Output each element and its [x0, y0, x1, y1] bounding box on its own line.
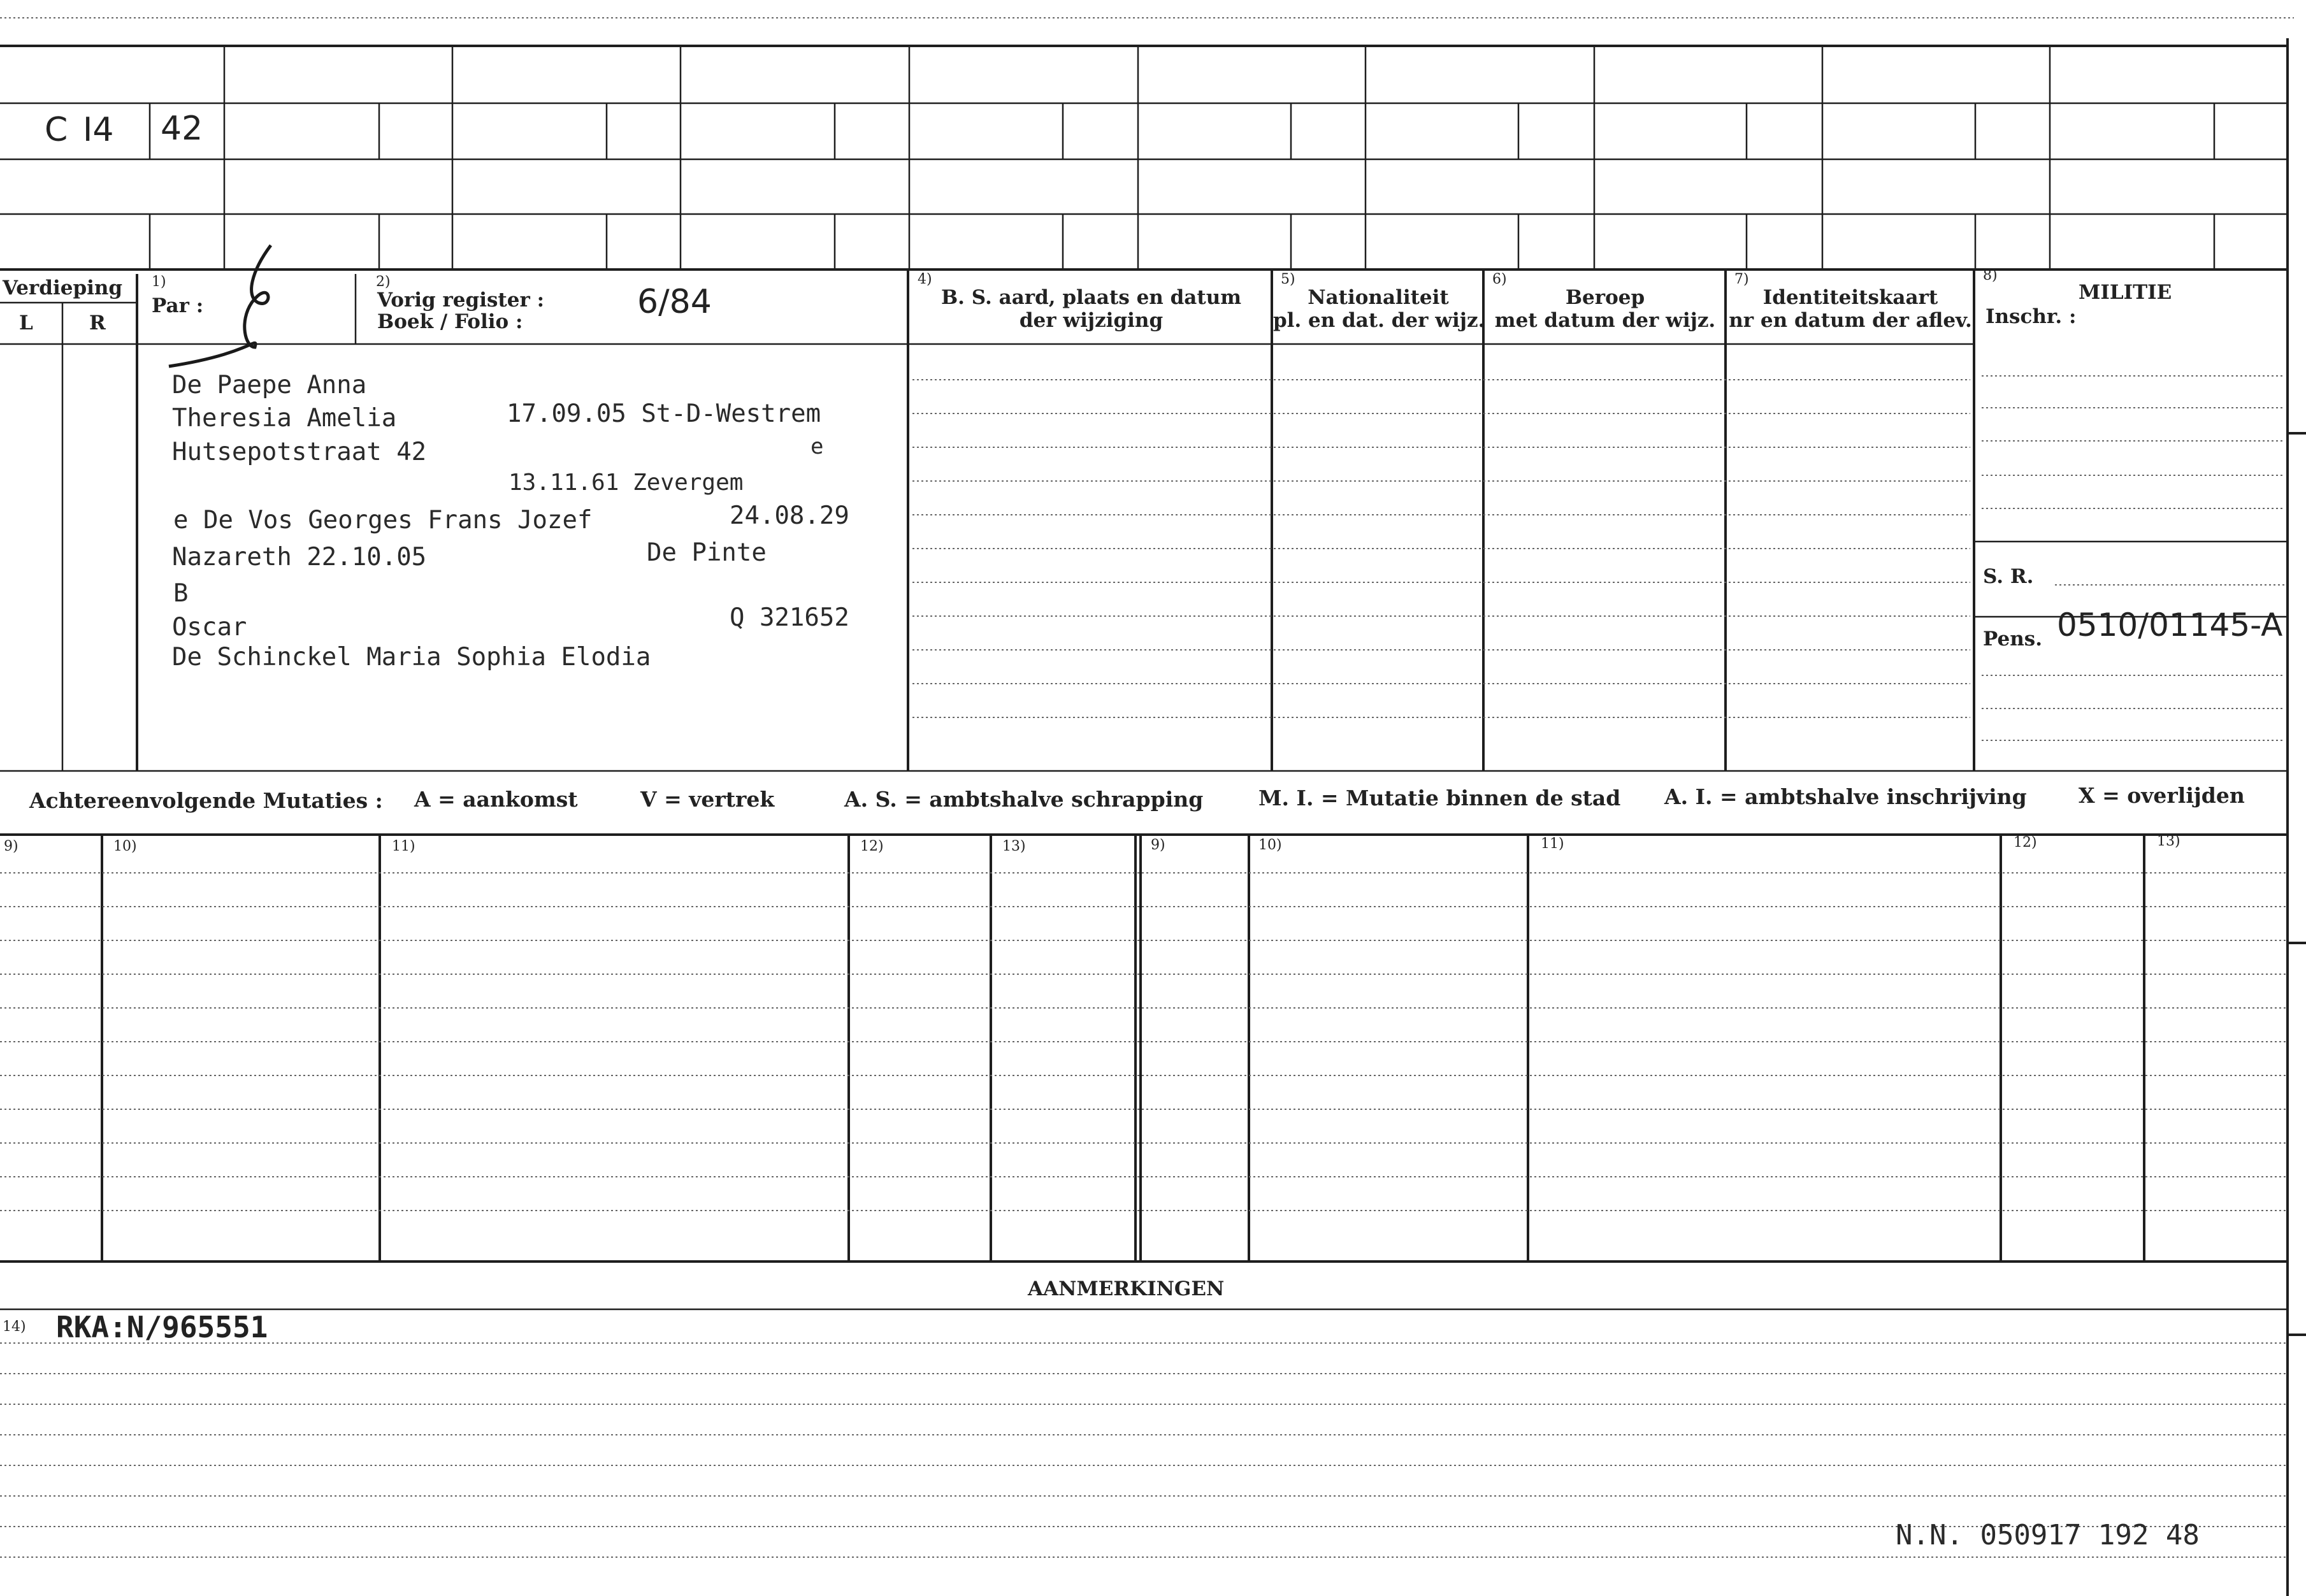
mutation-as: A. S. = ambtshalve schrapping — [844, 787, 1204, 812]
remarks-value: RKA:N/965551 — [56, 1310, 268, 1344]
col-l-label: L — [19, 312, 33, 334]
person-spouse: e De Vos Georges Frans Jozef — [173, 506, 593, 535]
par-num: 1) — [152, 274, 166, 290]
person-line-name: De Paepe Anna — [172, 371, 367, 399]
sr-label: S. R. — [1983, 565, 2034, 588]
remarks-title: AANMERKINGEN — [1028, 1277, 1225, 1300]
mutation-mi: M. I. = Mutatie binnen de stad — [1258, 786, 1621, 810]
mut-left-num-11: 11) — [392, 838, 415, 854]
mutation-v: V = vertrek — [640, 787, 775, 812]
remarks-num: 14) — [3, 1319, 26, 1335]
index-sub: I4 — [83, 111, 114, 149]
mut-right-num-12: 12) — [2014, 835, 2037, 851]
col6-header-line2: met datum der wijz. — [1494, 309, 1716, 332]
index-letter: C — [45, 111, 68, 149]
person-mother: De Schinckel Maria Sophia Elodia — [172, 643, 651, 672]
inschr-label: Inschr. : — [1985, 305, 2077, 328]
person-address: Hutsepotstraat 42 — [172, 438, 427, 466]
col-r-label: R — [89, 312, 106, 334]
mut-right-num-9: 9) — [1151, 837, 1165, 853]
col8-num: 8) — [1983, 268, 1998, 284]
person-e-marker: e — [811, 434, 824, 459]
mut-left-num-13: 13) — [1002, 838, 1026, 854]
col4-header-line2: der wijziging — [1019, 309, 1164, 332]
col4-num: 4) — [918, 271, 932, 287]
mutations-title: Achtereenvolgende Mutaties : — [29, 788, 383, 813]
par-label: Par : — [152, 294, 204, 317]
col7-header-line1: Identiteitskaart — [1762, 286, 1938, 309]
mut-right-num-13: 13) — [2157, 833, 2180, 849]
col7-num: 7) — [1734, 271, 1749, 287]
col5-num: 5) — [1281, 271, 1295, 287]
person-id-number: Q 321652 — [730, 603, 849, 632]
mut-right-num-11: 11) — [1541, 836, 1564, 852]
pens-value: 0510/01145-A — [2057, 607, 2283, 643]
pens-label: Pens. — [1983, 628, 2042, 651]
mutation-x: X = overlijden — [2079, 783, 2245, 808]
vorig-num: 2) — [376, 274, 391, 290]
mut-left-num-12: 12) — [860, 838, 884, 854]
vorig-register-value: 6/84 — [637, 283, 712, 321]
footer-reference: N.N. 050917 192 48 — [1896, 1519, 2200, 1551]
col6-num: 6) — [1492, 271, 1507, 287]
person-spouse-place: De Pinte — [647, 538, 767, 567]
mut-left-num-9: 9) — [4, 838, 18, 854]
person-spouse-birth: Nazareth 22.10.05 — [172, 543, 427, 572]
col7-header-line2: nr en datum der aflev. — [1729, 309, 1972, 332]
col5-header-line1: Nationaliteit — [1308, 286, 1449, 309]
index-number: 42 — [161, 110, 203, 148]
mut-right-num-10: 10) — [1258, 837, 1282, 853]
person-line-given-names: Theresia Amelia — [172, 404, 397, 433]
boek-folio-label: Boek / Folio : — [377, 310, 523, 333]
person-date-place-2: 13.11.61 Zevergem — [508, 470, 744, 496]
vorig-register-label: Vorig register : — [377, 289, 545, 312]
col4-header-line1: B. S. aard, plaats en datum — [940, 286, 1242, 309]
person-father: Oscar — [172, 613, 247, 642]
mut-left-num-10: 10) — [113, 838, 137, 854]
mutation-ai: A. I. = ambtshalve inschrijving — [1664, 784, 2027, 809]
col5-header-line2: pl. en dat. der wijz. — [1273, 309, 1485, 332]
militie-title: MILITIE — [2079, 281, 2172, 304]
person-spouse-date: 24.08.29 — [730, 501, 849, 530]
mutation-a: A = aankomst — [414, 787, 578, 812]
person-b-marker: B — [173, 579, 189, 608]
person-birth-date-place: 17.09.05 St-D-Westrem — [507, 399, 821, 428]
col6-header-line1: Beroep — [1565, 286, 1645, 309]
verdieping-label: Verdieping — [3, 277, 123, 299]
